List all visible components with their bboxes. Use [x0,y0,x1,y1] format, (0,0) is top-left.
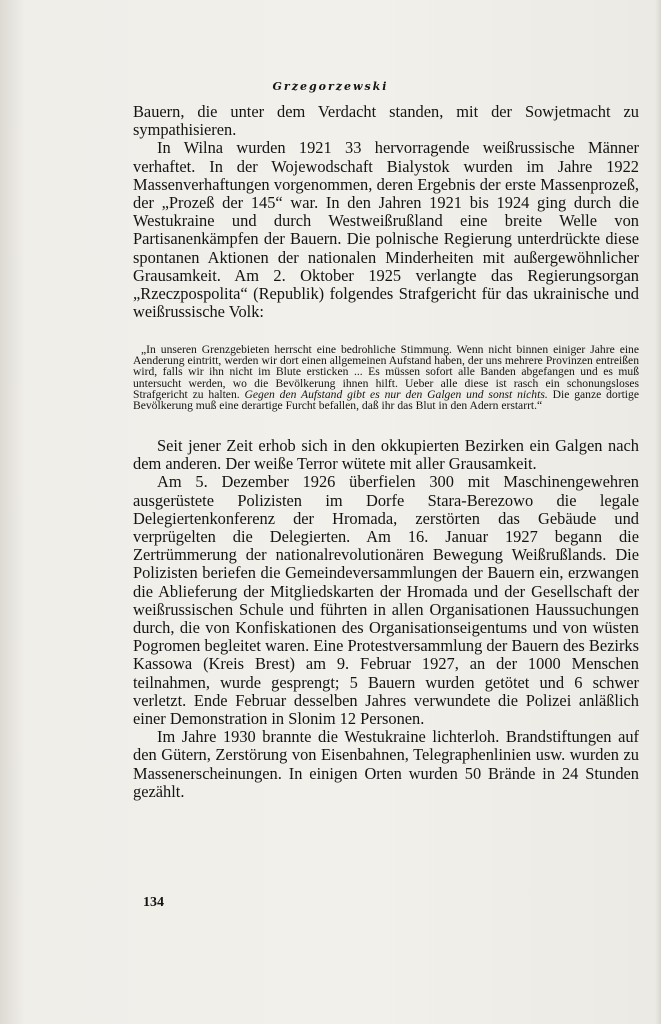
quote-text-start: „In unseren Grenzgebieten herrscht eine bedrohliche Stimmung. Wenn nicht binnen einiger Jahre eine Aenderung eintritt, werden wir dort einen allgemeinen Aufstand haben, der uns mehrere Provinzen entreißen wird, falls wir ihn nicht im Blute ersticken ... Es müssen sofort alle Banden abgefangen und es muß untersucht werden, wo die Bevölkerung ihnen hilft. Ueber alle diese ist rasch ein schonungsloses Strafgericht zu halten. [133,343,639,401]
text-block-lower [133,437,639,801]
paragraph-5: Im Jahre 1930 brannte die Westukraine lichterloh. Brandstiftungen auf den Gütern, Zerstörung von Eisenbahnen, Telegraphenlinien usw. wurden zu Massenerscheinungen. In einigen Orten wurden 50 Brände in 24 Stunden gezählt. [133,727,639,801]
paragraph-4: Am 5. Dezember 1926 überfielen 300 mit Maschinengewehren ausgerüstete Polizisten im Dorfe Stara-Berezowo die legale Delegiertenkonferenz der Hromada, zerstörten das Gebäude und verprügelten die Delegierten. Am 16. Januar 1927 begann die Zertrümmerung der nationalrevolutionären Bewegung Weißrußlands. Die Polizisten beriefen die Gemeindeversammlungen der Bauern ein, erzwangen die Ablieferung der Mitgliedskarten der Hromada und der Gesellschaft der weißrussischen Schule und führten in allen Organisationen Haussuchungen durch, die von Konfiskationen des Organisationseigentums und von wüsten Pogromen begleitet waren. Eine Protestversammlung der Bauern des Bezirks Kassowa (Kreis Brest) am 9. Februar 1927, an der 1000 Menschen teilnahmen, wurde gesprengt; 5 Bauern wurden getötet und 6 schwer verletzt. Ende Februar desselben Jahres verwundete die Polizei anläßlich einer Demonstration in Slonim 12 Personen. [133,472,639,729]
quote-text-end: Die ganze dortige Bevölkerung muß eine derartige Furcht befallen, daß ihr das Blut in den Adern erstarrt.“ [133,387,639,413]
running-header: Grzegorzewski [272,80,389,93]
quote-text-italic: Gegen den Aufstand gibt es nur den Galgen und sonst nichts. [244,387,548,401]
paragraph-1: Bauern, die unter dem Verdacht standen, mit der Sowjetmacht zu sympathisieren. [133,102,639,140]
quote-paragraph [133,344,639,411]
page-number: 134 [143,895,164,910]
page-edge-shadow [655,0,661,1024]
block-quote [133,344,639,411]
paragraph-3: Seit jener Zeit erhob sich in den okkupierten Bezirken ein Galgen nach dem anderen. Der weiße Terror wütete mit aller Grausamkeit. [133,436,639,474]
text-block-upper [133,103,639,321]
paragraph-2: In Wilna wurden 1921 33 hervorragende weißrussische Männer verhaftet. In der Wojewodschaft Bialystok wurden im Jahre 1922 Massenverhaftungen vorgenommen, deren Ergebnis der erste Massenprozeß, der „Prozeß der 145“ war. In den Jahren 1921 bis 1924 ging durch die Westukraine und durch Westweißrußland eine breite Welle von Partisanenkämpfen der Bauern. Die polnische Regierung unterdrückte diese spontanen Aktionen der nationalen Minderheiten mit außergewöhnlicher Grausamkeit. Am 2. Oktober 1925 verlangte das Regierungsorgan „Rzeczpospolita“ (Republik) folgendes Strafgericht für das ukrainische und weißrussische Volk: [133,138,639,322]
